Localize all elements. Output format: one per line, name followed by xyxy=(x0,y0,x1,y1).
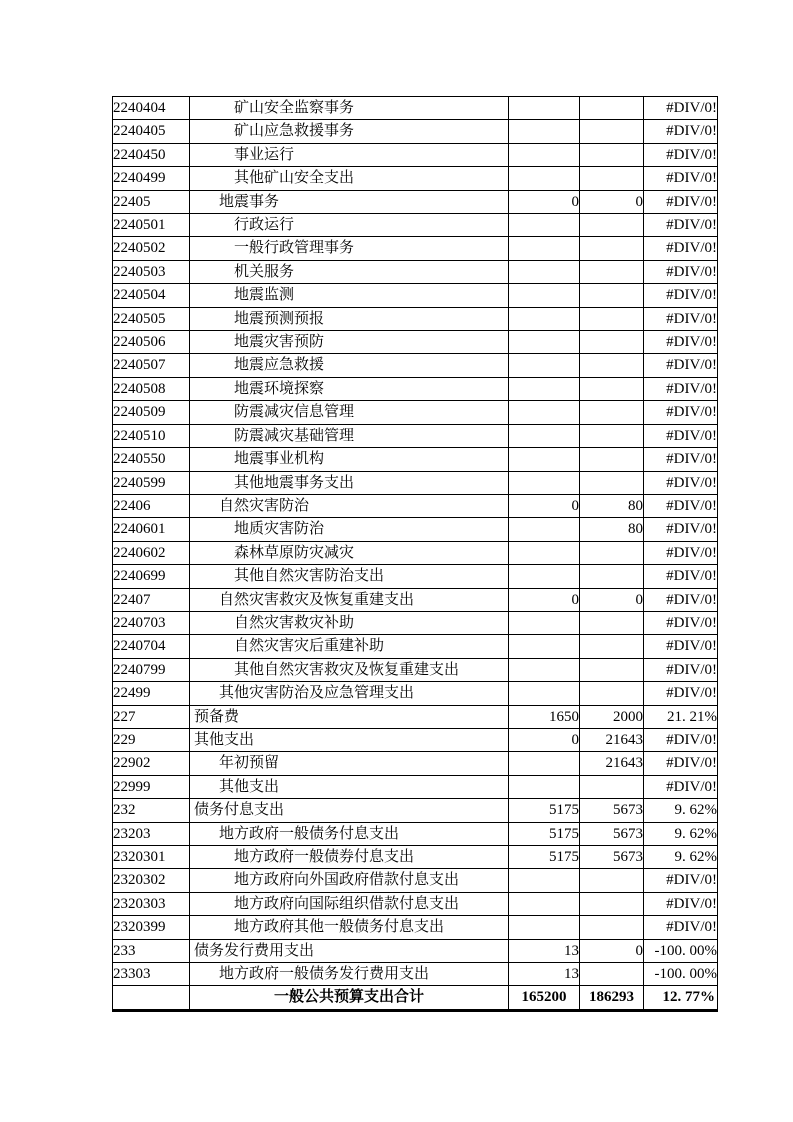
cell-item-name: 地方政府向外国政府借款付息支出 xyxy=(190,869,509,892)
budget-expenditure-table xyxy=(112,96,718,1012)
table-row xyxy=(113,237,718,260)
cell-value-2 xyxy=(580,214,644,237)
cell-value-1: 5175 xyxy=(509,822,580,845)
cell-growth-rate: #DIV/0! xyxy=(644,541,718,564)
cell-item-name: 自然灾害救灾补助 xyxy=(190,611,509,634)
cell-item-name: 年初预留 xyxy=(190,752,509,775)
cell-item-name: 矿山应急救援事务 xyxy=(190,120,509,143)
table-row xyxy=(113,471,718,494)
cell-code: 2240510 xyxy=(113,424,190,447)
table-row xyxy=(113,588,718,611)
cell-growth-rate: #DIV/0! xyxy=(644,143,718,166)
cell-growth-rate: #DIV/0! xyxy=(644,190,718,213)
table-row xyxy=(113,120,718,143)
table-row xyxy=(113,260,718,283)
cell-value-2: 0 xyxy=(580,939,644,962)
table-row xyxy=(113,775,718,798)
cell-value-1: 5175 xyxy=(509,799,580,822)
cell-item-name: 事业运行 xyxy=(190,143,509,166)
cell-item-name: 其他矿山安全支出 xyxy=(190,167,509,190)
cell-item-name: 一般公共预算支出合计 xyxy=(190,986,509,1010)
table-row xyxy=(113,401,718,424)
cell-growth-rate: #DIV/0! xyxy=(644,167,718,190)
cell-item-name: 森林草原防灾减灾 xyxy=(190,541,509,564)
cell-value-1 xyxy=(509,307,580,330)
table-row xyxy=(113,611,718,634)
cell-growth-rate: #DIV/0! xyxy=(644,565,718,588)
table-row xyxy=(113,284,718,307)
budget-table-body xyxy=(113,97,718,1011)
cell-growth-rate: #DIV/0! xyxy=(644,284,718,307)
cell-value-2 xyxy=(580,354,644,377)
cell-growth-rate: #DIV/0! xyxy=(644,916,718,939)
cell-value-2: 80 xyxy=(580,518,644,541)
table-row xyxy=(113,635,718,658)
cell-code: 22405 xyxy=(113,190,190,213)
cell-growth-rate: 21. 21% xyxy=(644,705,718,728)
cell-code: 2240550 xyxy=(113,448,190,471)
cell-item-name: 债务付息支出 xyxy=(190,799,509,822)
cell-item-name: 地震预测预报 xyxy=(190,307,509,330)
cell-growth-rate: #DIV/0! xyxy=(644,120,718,143)
cell-code: 2240602 xyxy=(113,541,190,564)
cell-value-2 xyxy=(580,471,644,494)
cell-item-name: 矿山安全监察事务 xyxy=(190,97,509,120)
cell-value-1 xyxy=(509,260,580,283)
cell-value-2 xyxy=(580,97,644,120)
cell-item-name: 地方政府一般债务发行费用支出 xyxy=(190,963,509,986)
cell-value-2 xyxy=(580,331,644,354)
cell-value-1 xyxy=(509,775,580,798)
cell-value-2 xyxy=(580,541,644,564)
cell-growth-rate: #DIV/0! xyxy=(644,471,718,494)
table-row xyxy=(113,167,718,190)
table-row xyxy=(113,143,718,166)
cell-code: 2240509 xyxy=(113,401,190,424)
cell-code: 2240505 xyxy=(113,307,190,330)
cell-value-2 xyxy=(580,284,644,307)
cell-value-1: 0 xyxy=(509,728,580,751)
cell-value-1 xyxy=(509,565,580,588)
cell-item-name: 预备费 xyxy=(190,705,509,728)
cell-item-name: 其他自然灾害救灾及恢复重建支出 xyxy=(190,658,509,681)
table-row xyxy=(113,658,718,681)
cell-code xyxy=(113,986,190,1010)
cell-code: 2240599 xyxy=(113,471,190,494)
table-row xyxy=(113,565,718,588)
cell-value-2 xyxy=(580,143,644,166)
cell-item-name: 机关服务 xyxy=(190,260,509,283)
cell-value-2: 5673 xyxy=(580,846,644,869)
cell-item-name: 其他支出 xyxy=(190,775,509,798)
cell-code: 232 xyxy=(113,799,190,822)
cell-value-1: 1650 xyxy=(509,705,580,728)
cell-value-2 xyxy=(580,775,644,798)
cell-item-name: 行政运行 xyxy=(190,214,509,237)
table-row xyxy=(113,331,718,354)
cell-value-1: 13 xyxy=(509,963,580,986)
cell-value-2: 21643 xyxy=(580,752,644,775)
cell-value-1 xyxy=(509,354,580,377)
cell-growth-rate: #DIV/0! xyxy=(644,892,718,915)
cell-value-1: 0 xyxy=(509,588,580,611)
cell-value-2 xyxy=(580,892,644,915)
cell-value-1: 5175 xyxy=(509,846,580,869)
cell-value-1 xyxy=(509,518,580,541)
table-row xyxy=(113,494,718,517)
cell-value-1 xyxy=(509,752,580,775)
cell-code: 2240502 xyxy=(113,237,190,260)
cell-value-2: 0 xyxy=(580,190,644,213)
cell-growth-rate: #DIV/0! xyxy=(644,494,718,517)
cell-growth-rate: #DIV/0! xyxy=(644,214,718,237)
table-row xyxy=(113,822,718,845)
cell-code: 2240405 xyxy=(113,120,190,143)
cell-item-name: 防震减灾信息管理 xyxy=(190,401,509,424)
table-row xyxy=(113,97,718,120)
cell-growth-rate: #DIV/0! xyxy=(644,752,718,775)
cell-growth-rate: #DIV/0! xyxy=(644,401,718,424)
cell-value-1 xyxy=(509,869,580,892)
cell-growth-rate: #DIV/0! xyxy=(644,97,718,120)
cell-value-1 xyxy=(509,448,580,471)
cell-growth-rate: 9. 62% xyxy=(644,822,718,845)
table-row xyxy=(113,892,718,915)
cell-code: 22407 xyxy=(113,588,190,611)
cell-value-1 xyxy=(509,471,580,494)
cell-code: 22999 xyxy=(113,775,190,798)
cell-value-2: 186293 xyxy=(580,986,644,1010)
cell-item-name: 其他地震事务支出 xyxy=(190,471,509,494)
cell-value-2 xyxy=(580,916,644,939)
cell-item-name: 自然灾害灾后重建补助 xyxy=(190,635,509,658)
cell-growth-rate: #DIV/0! xyxy=(644,682,718,705)
cell-code: 2320301 xyxy=(113,846,190,869)
cell-item-name: 地震应急救援 xyxy=(190,354,509,377)
table-row xyxy=(113,214,718,237)
table-row xyxy=(113,916,718,939)
cell-growth-rate: -100. 00% xyxy=(644,939,718,962)
table-row xyxy=(113,307,718,330)
cell-code: 2320399 xyxy=(113,916,190,939)
cell-growth-rate: #DIV/0! xyxy=(644,658,718,681)
cell-value-1 xyxy=(509,97,580,120)
table-row xyxy=(113,190,718,213)
table-row xyxy=(113,448,718,471)
cell-code: 229 xyxy=(113,728,190,751)
cell-code: 2240704 xyxy=(113,635,190,658)
cell-code: 2240507 xyxy=(113,354,190,377)
cell-value-1 xyxy=(509,424,580,447)
cell-value-2 xyxy=(580,565,644,588)
cell-value-1 xyxy=(509,401,580,424)
cell-item-name: 地方政府一般债券付息支出 xyxy=(190,846,509,869)
cell-code: 2240508 xyxy=(113,377,190,400)
cell-item-name: 地震事业机构 xyxy=(190,448,509,471)
cell-growth-rate: 9. 62% xyxy=(644,799,718,822)
cell-item-name: 地震监测 xyxy=(190,284,509,307)
cell-item-name: 自然灾害救灾及恢复重建支出 xyxy=(190,588,509,611)
cell-code: 23203 xyxy=(113,822,190,845)
cell-value-2: 21643 xyxy=(580,728,644,751)
cell-code: 2240506 xyxy=(113,331,190,354)
cell-item-name: 防震减灾基础管理 xyxy=(190,424,509,447)
cell-item-name: 地方政府一般债务付息支出 xyxy=(190,822,509,845)
table-row xyxy=(113,846,718,869)
cell-item-name: 地方政府其他一般债务付息支出 xyxy=(190,916,509,939)
cell-value-1 xyxy=(509,237,580,260)
table-row xyxy=(113,986,718,1010)
cell-value-1: 0 xyxy=(509,190,580,213)
cell-growth-rate: -100. 00% xyxy=(644,963,718,986)
cell-item-name: 地质灾害防治 xyxy=(190,518,509,541)
cell-code: 22902 xyxy=(113,752,190,775)
cell-value-1 xyxy=(509,892,580,915)
cell-value-2: 2000 xyxy=(580,705,644,728)
table-row xyxy=(113,963,718,986)
cell-value-2 xyxy=(580,869,644,892)
cell-value-2 xyxy=(580,682,644,705)
cell-code: 2240799 xyxy=(113,658,190,681)
cell-growth-rate: #DIV/0! xyxy=(644,448,718,471)
cell-value-1: 165200 xyxy=(509,986,580,1010)
cell-value-1 xyxy=(509,214,580,237)
cell-growth-rate: 12. 77% xyxy=(644,986,718,1010)
cell-value-1 xyxy=(509,635,580,658)
cell-code: 227 xyxy=(113,705,190,728)
cell-value-1 xyxy=(509,916,580,939)
table-row xyxy=(113,752,718,775)
cell-value-2 xyxy=(580,424,644,447)
cell-growth-rate: #DIV/0! xyxy=(644,728,718,751)
cell-value-2 xyxy=(580,237,644,260)
cell-growth-rate: #DIV/0! xyxy=(644,518,718,541)
cell-value-1 xyxy=(509,143,580,166)
cell-code: 2240404 xyxy=(113,97,190,120)
cell-value-2 xyxy=(580,963,644,986)
cell-value-2 xyxy=(580,635,644,658)
cell-value-2: 0 xyxy=(580,588,644,611)
cell-code: 2240499 xyxy=(113,167,190,190)
table-row xyxy=(113,354,718,377)
cell-code: 22406 xyxy=(113,494,190,517)
cell-code: 233 xyxy=(113,939,190,962)
cell-code: 2240699 xyxy=(113,565,190,588)
cell-value-1 xyxy=(509,541,580,564)
cell-code: 2320302 xyxy=(113,869,190,892)
cell-item-name: 地方政府向国际组织借款付息支出 xyxy=(190,892,509,915)
cell-value-1 xyxy=(509,658,580,681)
cell-item-name: 其他支出 xyxy=(190,728,509,751)
cell-value-2 xyxy=(580,448,644,471)
cell-code: 2240703 xyxy=(113,611,190,634)
cell-item-name: 地震环境探察 xyxy=(190,377,509,400)
cell-value-2: 5673 xyxy=(580,822,644,845)
cell-growth-rate: #DIV/0! xyxy=(644,354,718,377)
cell-growth-rate: #DIV/0! xyxy=(644,424,718,447)
cell-item-name: 其他自然灾害防治支出 xyxy=(190,565,509,588)
cell-item-name: 其他灾害防治及应急管理支出 xyxy=(190,682,509,705)
cell-item-name: 债务发行费用支出 xyxy=(190,939,509,962)
cell-growth-rate: #DIV/0! xyxy=(644,307,718,330)
table-row xyxy=(113,869,718,892)
table-row xyxy=(113,541,718,564)
cell-value-2 xyxy=(580,611,644,634)
cell-value-1: 13 xyxy=(509,939,580,962)
cell-growth-rate: #DIV/0! xyxy=(644,635,718,658)
cell-item-name: 地震事务 xyxy=(190,190,509,213)
cell-growth-rate: #DIV/0! xyxy=(644,869,718,892)
cell-growth-rate: #DIV/0! xyxy=(644,260,718,283)
cell-value-2: 80 xyxy=(580,494,644,517)
cell-code: 2240501 xyxy=(113,214,190,237)
cell-growth-rate: #DIV/0! xyxy=(644,331,718,354)
cell-code: 23303 xyxy=(113,963,190,986)
cell-value-1 xyxy=(509,331,580,354)
cell-value-1 xyxy=(509,682,580,705)
cell-value-2: 5673 xyxy=(580,799,644,822)
cell-value-1: 0 xyxy=(509,494,580,517)
table-row xyxy=(113,705,718,728)
table-row xyxy=(113,682,718,705)
table-row xyxy=(113,939,718,962)
table-row xyxy=(113,799,718,822)
table-row xyxy=(113,728,718,751)
table-row xyxy=(113,424,718,447)
cell-value-2 xyxy=(580,377,644,400)
cell-code: 2240504 xyxy=(113,284,190,307)
cell-growth-rate: #DIV/0! xyxy=(644,237,718,260)
cell-growth-rate: #DIV/0! xyxy=(644,775,718,798)
cell-growth-rate: #DIV/0! xyxy=(644,377,718,400)
cell-value-1 xyxy=(509,167,580,190)
cell-value-2 xyxy=(580,307,644,330)
cell-item-name: 自然灾害防治 xyxy=(190,494,509,517)
cell-item-name: 地震灾害预防 xyxy=(190,331,509,354)
table-row xyxy=(113,518,718,541)
cell-item-name: 一般行政管理事务 xyxy=(190,237,509,260)
cell-value-1 xyxy=(509,377,580,400)
cell-value-1 xyxy=(509,611,580,634)
cell-growth-rate: #DIV/0! xyxy=(644,588,718,611)
cell-value-2 xyxy=(580,658,644,681)
cell-value-2 xyxy=(580,260,644,283)
cell-code: 2240503 xyxy=(113,260,190,283)
cell-code: 2240601 xyxy=(113,518,190,541)
cell-code: 2320303 xyxy=(113,892,190,915)
cell-value-1 xyxy=(509,120,580,143)
cell-code: 2240450 xyxy=(113,143,190,166)
cell-value-1 xyxy=(509,284,580,307)
cell-growth-rate: #DIV/0! xyxy=(644,611,718,634)
table-row xyxy=(113,377,718,400)
cell-value-2 xyxy=(580,167,644,190)
cell-code: 22499 xyxy=(113,682,190,705)
cell-value-2 xyxy=(580,401,644,424)
cell-growth-rate: 9. 62% xyxy=(644,846,718,869)
cell-value-2 xyxy=(580,120,644,143)
